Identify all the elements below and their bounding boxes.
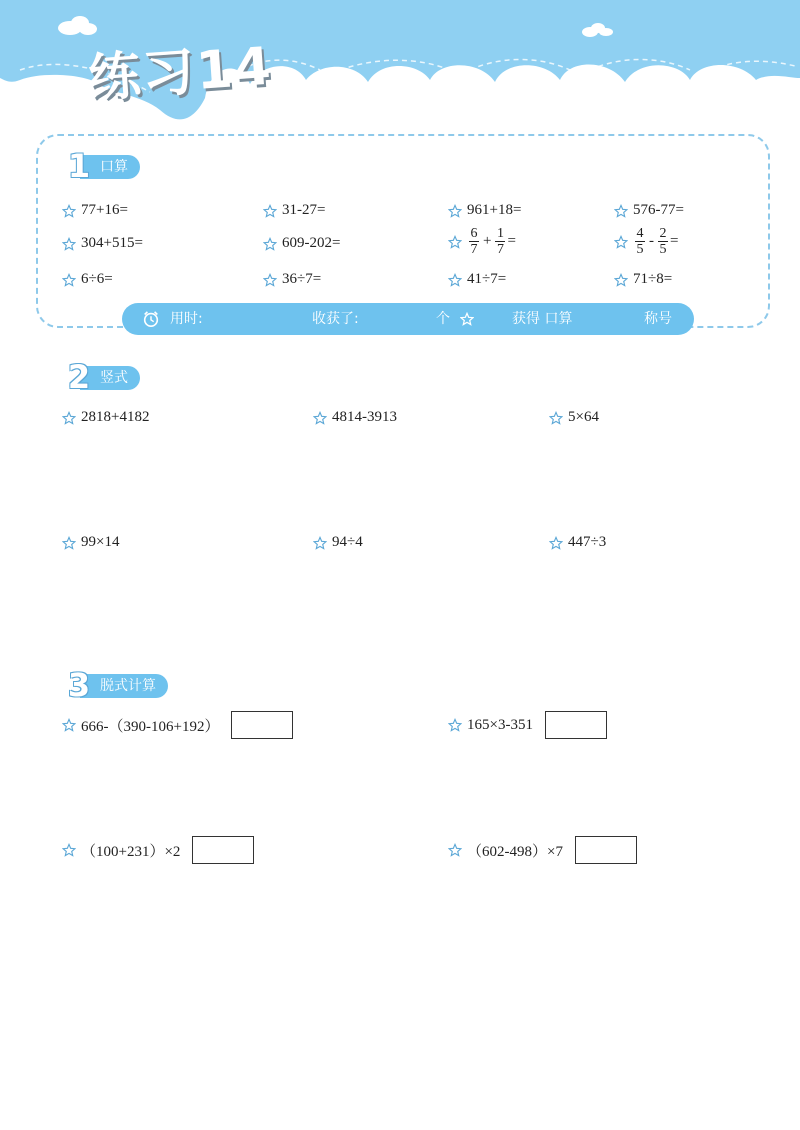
answer-box[interactable] — [545, 711, 607, 739]
star-icon — [448, 235, 462, 249]
harvest-label: 收获了: — [312, 311, 359, 327]
fraction — [658, 226, 668, 257]
oral-fraction-problem — [448, 226, 516, 257]
stepwise-problem — [448, 711, 607, 739]
vertical-problem — [313, 409, 397, 426]
unit-label: 个 — [436, 311, 450, 327]
numerator: 2 — [659, 226, 667, 241]
page-title: 练习14 — [86, 36, 275, 110]
star-icon — [263, 204, 277, 218]
oral-problem — [263, 235, 340, 252]
star-icon — [263, 237, 277, 251]
oral-problem — [614, 202, 684, 219]
oral-fraction-problem — [614, 226, 678, 257]
star-icon — [62, 843, 76, 857]
fraction — [495, 226, 505, 257]
problem-text: 6÷6= — [81, 271, 113, 287]
equals-sign: = — [670, 233, 679, 249]
problem-text: 71÷8= — [633, 271, 673, 287]
answer-box[interactable] — [575, 836, 637, 864]
oral-problem — [448, 271, 506, 288]
stepwise-problem — [62, 711, 293, 739]
answer-box[interactable] — [231, 711, 293, 739]
star-icon — [313, 411, 327, 425]
star-icon — [62, 718, 76, 732]
vertical-problem — [549, 534, 606, 551]
section-title: 竖式 — [80, 366, 140, 390]
star-icon — [614, 204, 628, 218]
star-icon — [62, 536, 76, 550]
problem-text: 2818+4182 — [81, 409, 150, 425]
star-icon — [263, 273, 277, 287]
star-icon — [460, 312, 474, 326]
problem-text: （100+231）×2 — [81, 843, 181, 860]
denominator: 5 — [659, 242, 667, 257]
problem-text: 99×14 — [81, 534, 120, 550]
problem-text: 41÷7= — [467, 271, 507, 287]
star-icon — [614, 235, 628, 249]
oral-problem — [62, 202, 128, 219]
star-icon — [62, 204, 76, 218]
numerator: 6 — [470, 226, 478, 241]
stepwise-problem — [62, 836, 254, 864]
star-icon — [62, 273, 76, 287]
section-title: 脱式计算 — [80, 674, 168, 698]
star-icon — [448, 204, 462, 218]
alarm-clock-icon — [142, 310, 160, 328]
vertical-problem — [62, 534, 119, 551]
operator: - — [649, 233, 654, 249]
oral-problem — [448, 202, 521, 219]
problem-text: 304+515= — [81, 235, 143, 251]
operator: + — [483, 233, 492, 249]
problem-text: 77+16= — [81, 202, 128, 218]
vertical-problem — [549, 409, 599, 426]
score-status-bar — [122, 303, 694, 335]
denominator: 7 — [470, 242, 478, 257]
denominator: 5 — [636, 242, 644, 257]
star-icon — [549, 536, 563, 550]
section-number: 1 — [67, 147, 91, 185]
fraction — [469, 226, 479, 257]
time-label: 用时: — [170, 311, 203, 327]
section-number: 3 — [67, 666, 91, 704]
problem-text: 576-77= — [633, 202, 684, 218]
star-icon — [313, 536, 327, 550]
section-number: 2 — [67, 358, 91, 396]
problem-text: 165×3-351 — [467, 716, 533, 733]
problem-text: 666-（390-106+192） — [81, 718, 220, 735]
stepwise-problem — [448, 836, 637, 864]
star-icon — [549, 411, 563, 425]
problem-text: 5×64 — [568, 409, 599, 425]
star-icon — [62, 411, 76, 425]
problem-text: 31-27= — [282, 202, 326, 218]
answer-box[interactable] — [192, 836, 254, 864]
denominator: 7 — [496, 242, 504, 257]
oral-problem — [263, 202, 325, 219]
problem-text: （602-498）×7 — [467, 843, 563, 860]
section-title: 口算 — [80, 155, 140, 179]
star-icon — [448, 273, 462, 287]
problem-text: 36÷7= — [282, 271, 322, 287]
equals-sign: = — [507, 233, 516, 249]
numerator: 4 — [636, 226, 644, 241]
oral-problem — [263, 271, 321, 288]
numerator: 1 — [496, 226, 504, 241]
title-label: 称号 — [644, 311, 672, 327]
problem-text: 4814-3913 — [332, 409, 397, 425]
oral-problem — [62, 271, 113, 288]
star-icon — [62, 237, 76, 251]
star-icon — [448, 843, 462, 857]
problem-text: 961+18= — [467, 202, 522, 218]
star-icon — [448, 718, 462, 732]
problem-text: 447÷3 — [568, 534, 607, 550]
problem-text: 94÷4 — [332, 534, 363, 550]
oral-problem — [62, 235, 143, 252]
fraction — [635, 226, 645, 257]
vertical-problem — [62, 409, 149, 426]
star-icon — [614, 273, 628, 287]
problem-text: 609-202= — [282, 235, 341, 251]
vertical-problem — [313, 534, 363, 551]
earn-label: 获得 口算 — [512, 311, 573, 327]
oral-problem — [614, 271, 672, 288]
